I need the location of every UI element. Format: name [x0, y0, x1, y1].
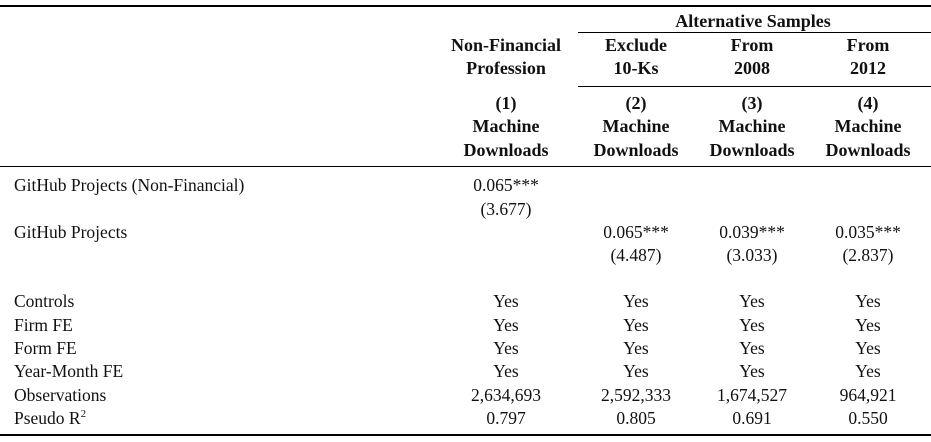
row-label-year-month-fe: Year-Month FE — [14, 361, 124, 381]
stat-cell: 0.797 — [486, 408, 526, 428]
stat-cell: 0.691 — [732, 408, 772, 428]
stat-cell: 1,674,527 — [717, 385, 787, 405]
stat-cell: 964,921 — [839, 385, 897, 405]
col2-number: (2) — [625, 93, 647, 113]
col4-header-line1: From — [846, 35, 890, 55]
col3-number: (3) — [741, 93, 763, 113]
coef-cell: 0.035*** — [835, 222, 901, 242]
tstat-cell: (2.837) — [842, 245, 894, 265]
stat-cell: Yes — [855, 291, 881, 311]
pseudo-r-text: Pseudo R — [14, 408, 81, 428]
stat-cell: 2,634,693 — [471, 385, 541, 405]
stat-cell: Yes — [855, 315, 881, 335]
row-label-pseudo-r2 — [14, 408, 86, 428]
col1-header-line1: Non-Financial — [450, 35, 562, 55]
row-label-form-fe: Form FE — [14, 338, 77, 358]
tstat-cell: (3.677) — [480, 199, 532, 219]
col1-header-line2: Profession — [466, 58, 546, 78]
stat-cell: Yes — [493, 338, 519, 358]
row-label-github-projects: GitHub Projects — [14, 222, 128, 242]
col2-header-line1: Exclude — [604, 35, 668, 55]
col2-depvar-line2: Downloads — [593, 140, 679, 160]
stat-cell: Yes — [623, 291, 649, 311]
stat-cell: 2,592,333 — [601, 385, 671, 405]
coef-cell: 0.039*** — [719, 222, 785, 242]
top-rule — [0, 5, 931, 7]
alternative-samples-header: Alternative Samples — [675, 11, 831, 31]
stat-cell: Yes — [739, 315, 765, 335]
coef-cell: 0.065*** — [473, 175, 539, 195]
stat-cell: Yes — [739, 338, 765, 358]
stat-cell: Yes — [623, 361, 649, 381]
stat-cell: Yes — [493, 361, 519, 381]
col1-depvar-line2: Downloads — [463, 140, 549, 160]
col1-number: (1) — [495, 93, 517, 113]
stat-cell: 0.805 — [616, 408, 656, 428]
row-label-controls: Controls — [14, 291, 75, 311]
col1-depvar-line1: Machine — [472, 116, 540, 136]
group-rule — [578, 32, 931, 33]
bottom-rule — [0, 434, 931, 436]
col4-depvar-line1: Machine — [834, 116, 902, 136]
coef-cell: 0.065*** — [603, 222, 669, 242]
stat-cell: Yes — [623, 315, 649, 335]
stat-cell: Yes — [739, 291, 765, 311]
col2-depvar-line1: Machine — [602, 116, 670, 136]
col4-header-line2: 2012 — [850, 58, 886, 78]
stat-cell: 0.550 — [848, 408, 888, 428]
stat-cell: Yes — [493, 291, 519, 311]
row-label-github-nonfinancial: GitHub Projects (Non-Financial) — [14, 175, 245, 195]
col3-depvar-line1: Machine — [718, 116, 786, 136]
col3-header-line1: From — [730, 35, 774, 55]
stat-cell: Yes — [739, 361, 765, 381]
header-rule — [0, 166, 931, 167]
row-label-firm-fe: Firm FE — [14, 315, 73, 335]
col4-depvar-line2: Downloads — [825, 140, 911, 160]
stat-cell: Yes — [493, 315, 519, 335]
col3-header-line2: 2008 — [734, 58, 770, 78]
tstat-cell: (3.033) — [726, 245, 778, 265]
stat-cell: Yes — [623, 338, 649, 358]
subheader-rule — [578, 86, 931, 87]
col3-depvar-line2: Downloads — [709, 140, 795, 160]
superscript-two: 2 — [80, 408, 87, 420]
tstat-cell: (4.487) — [610, 245, 662, 265]
col4-number: (4) — [857, 93, 879, 113]
stat-cell: Yes — [855, 361, 881, 381]
stat-cell: Yes — [855, 338, 881, 358]
col2-header-line2: 10-Ks — [613, 58, 659, 78]
row-label-observations: Observations — [14, 385, 107, 405]
